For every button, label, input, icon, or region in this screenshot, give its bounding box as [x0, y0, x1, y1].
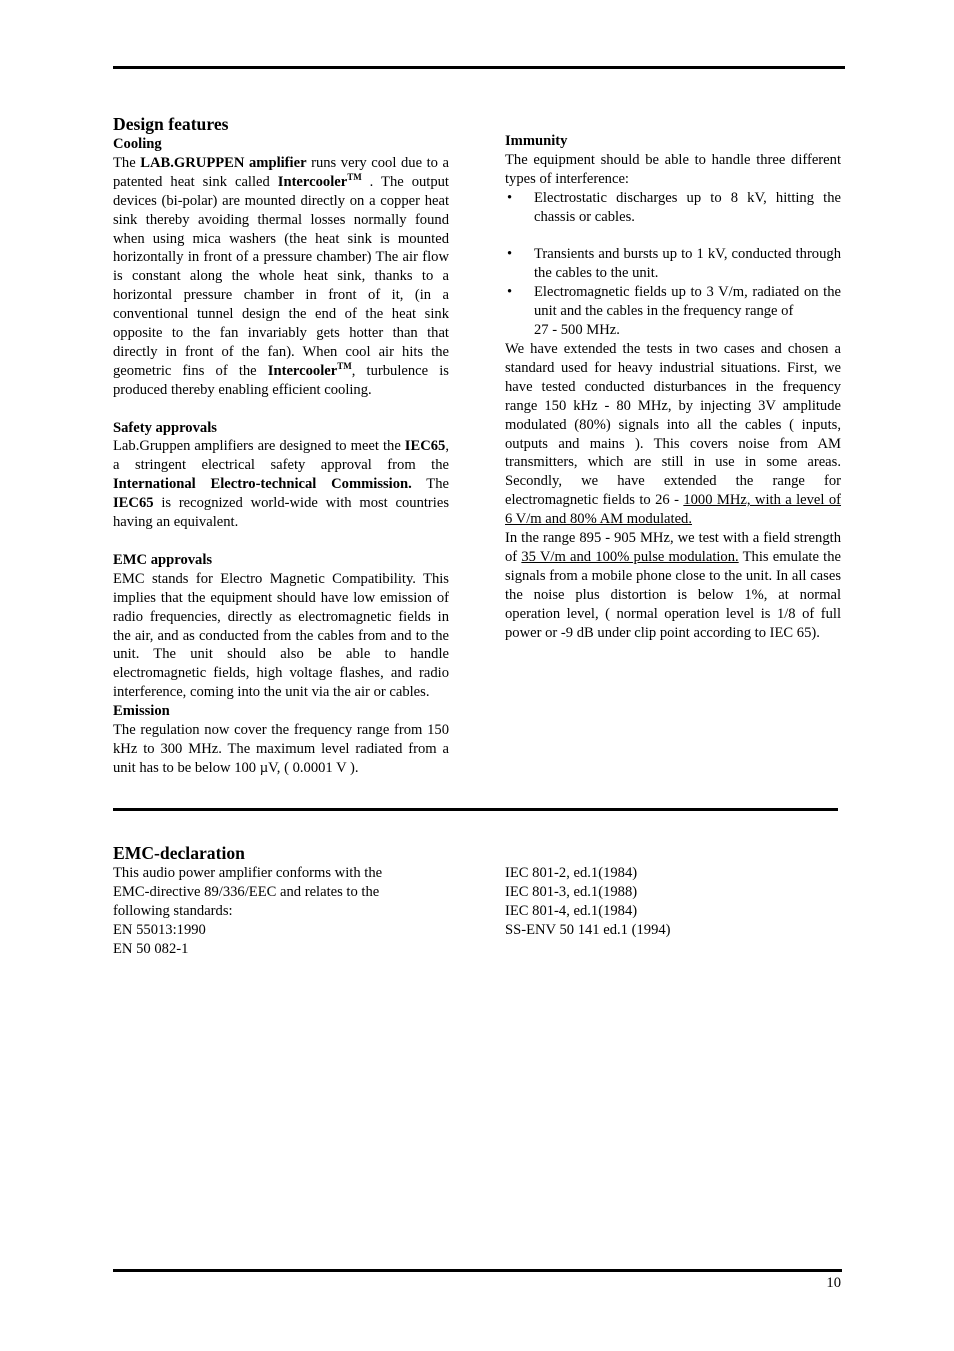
emc-paragraph: EMC stands for Electro Magnetic Compatibility. This implies that the equipment should have low emission of radio frequencies, directly as electromagnetic fields in the air, and as conducted from the cables from and to the unit. The unit should also be able to handle electromagnetic fields, high voltage flashes, and radio interference, coming into the unit via the air or cables. [113, 570, 449, 701]
design-features-heading: Design features [113, 114, 229, 134]
top-rule [113, 66, 845, 69]
standard-item: SS-ENV 50 141 ed.1 (1994) [505, 921, 671, 938]
immunity-intro: The equipment should be able to handle three different types of interference: [505, 151, 841, 187]
emission-heading: Emission [113, 703, 170, 720]
frequency-range: 27 - 500 MHz. [534, 322, 620, 339]
declaration-right [505, 864, 841, 940]
emc-declaration-heading: EMC-declaration [113, 843, 245, 863]
standard-item: IEC 801-4, ed.1(1984) [505, 902, 638, 919]
standard-item: IEC 801-2, ed.1(1984) [505, 865, 638, 881]
declaration-line: following standards: [113, 902, 233, 919]
middle-rule [113, 808, 838, 811]
page-number: 10 [826, 1275, 841, 1291]
declaration-line: This audio power amplifier conforms with the [113, 865, 383, 881]
standard-item: IEC 801-3, ed.1(1988) [505, 883, 638, 900]
standard-item: EN 50 082-1 [113, 940, 189, 957]
interference-list [505, 189, 841, 340]
emission-paragraph: The regulation now cover the frequency range from 150 kHz to 300 MHz. The maximum level radiated from a unit has to be below 100 µV, ( 0.0001 V ). [113, 722, 449, 776]
cooling-paragraph: The LAB.GRUPPEN amplifier runs very cool due to a patented heat sink called Intercooler™ . The output devices (bi-polar) are mounted directly on a copper heat sink thereby avoiding thermal losses normally found when using mica washers (the heat sink is mounted horizontally in front of a pressure chamber) The air flow is constant along the whole heat sink, thanks to a horizontal pressure chamber in front of it, (in a conventional tunnel design the end of the heat sink opposite to the fan invariably gets hotter than that directly in front of the fan). When cool air hits the geometric fins of the Intercooler™, turbulence is produced thereby enabling efficient cooling. [113, 154, 449, 398]
list-item: • Electrostatic discharges up to 8 kV, hitting the chassis or cables. [505, 189, 841, 227]
safety-paragraph: Lab.Gruppen amplifiers are designed to meet the IEC65, a stringent electrical safety approval from the International Electro-technical Commission. The IEC65 is recognized world-wide with most countries having an equivalent. [113, 438, 449, 531]
list-item: • Transients and bursts up to 1 kV, conducted through the cables to the unit. [505, 245, 841, 283]
emc-approvals-heading: EMC approvals [113, 551, 213, 568]
left-column [113, 114, 449, 778]
right-column [505, 132, 841, 642]
declaration-left [113, 843, 449, 959]
cooling-heading: Cooling [113, 136, 162, 152]
list-item: • Electromagnetic fields up to 3 V/m, radiated on the unit and the cables in the frequency range of 27 - 500 MHz. [505, 283, 841, 340]
extended-tests-paragraph: We have extended the tests in two cases and chosen a standard used for heavy industrial situations. First, we have tested conducted disturbances in the frequency range 150 kHz - 80 MHz, by injecting 3V amplitude modulated (80%) signals into all the cables ( inputs, outputs and mains ). This covers noise from AM transmitters, which are still in use in some areas. Secondly, we have extended the range for electromagnetic fields to 26 - 1000 MHz, with a level of 6 V/m and 80% AM modulated. [505, 340, 842, 528]
safety-approvals-heading: Safety approvals [113, 419, 217, 436]
field-strength-paragraph: In the range 895 - 905 MHz, we test with a field strength of 35 V/m and 100% pulse modulation. This emulate the signals from a mobile phone close to the unit. In all cases the noise plus distortion is below 1%, at normal operation level, ( normal operation level is 1/8 of full power or -9 dB under clip point according to IEC 65). [505, 530, 841, 641]
standard-item: EN 55013:1990 [113, 921, 206, 938]
declaration-line: EMC-directive 89/336/EEC and relates to the [113, 883, 380, 900]
immunity-heading: Immunity [505, 133, 568, 149]
bottom-rule [113, 1269, 842, 1272]
